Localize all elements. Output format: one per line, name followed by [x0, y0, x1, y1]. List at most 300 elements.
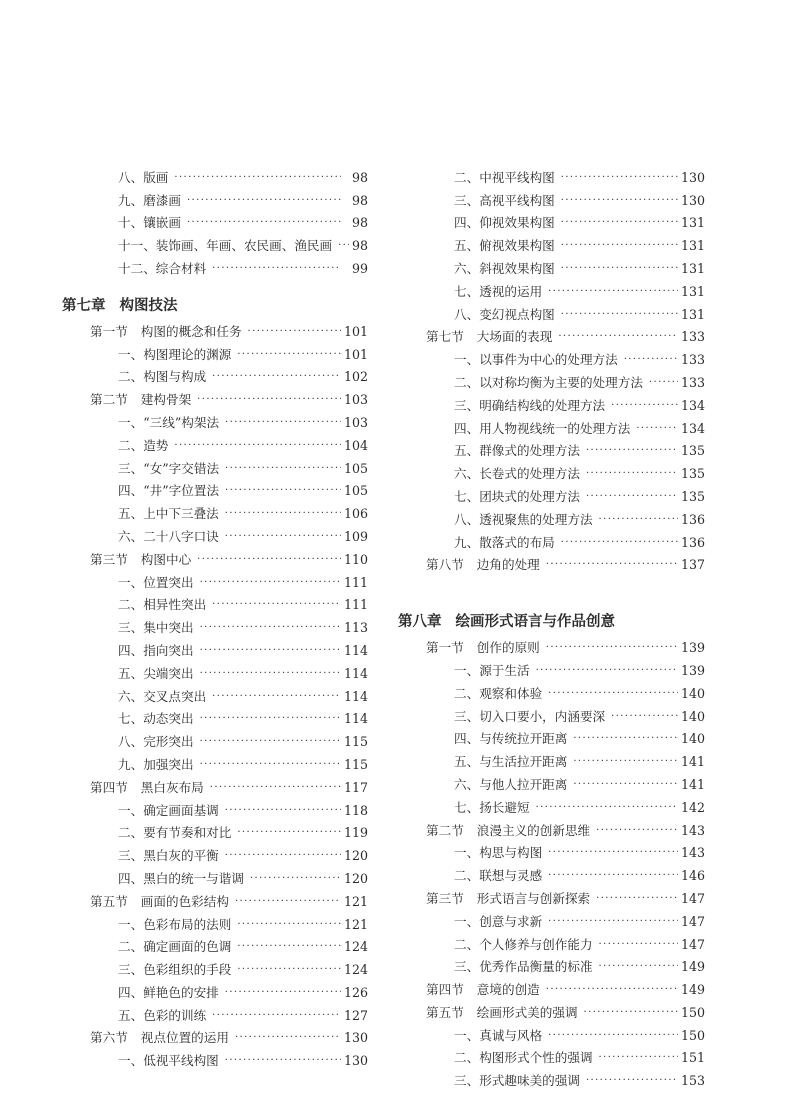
dot-leader	[250, 873, 341, 885]
toc-entry-page: 130	[680, 192, 705, 208]
toc-entry-page: 143	[680, 822, 705, 838]
toc-entry[interactable]	[398, 907, 705, 930]
dot-leader	[237, 919, 341, 931]
toc-entry-page: 131	[680, 306, 705, 322]
section-title: 创作的原则	[476, 640, 540, 656]
toc-entry-label: 二、观察和体验	[454, 685, 543, 701]
toc-entry[interactable]	[398, 254, 705, 277]
toc-entry[interactable]	[398, 1044, 705, 1067]
dot-leader	[573, 779, 678, 791]
section-title: 构图的概念和任务	[140, 323, 242, 339]
toc-entry-page: 130	[343, 1053, 368, 1069]
toc-entry-page: 146	[680, 868, 705, 884]
toc-entry-label: 三、优秀作品衡量的标准	[454, 959, 593, 975]
dot-leader	[200, 736, 341, 748]
toc-entry-page: 147	[680, 936, 705, 952]
section-number: 第八节	[426, 557, 464, 573]
toc-entry-page: 133	[680, 352, 705, 368]
section-entry[interactable]	[398, 975, 705, 998]
dot-leader	[599, 514, 678, 526]
toc-entry[interactable]	[62, 254, 368, 277]
toc-entry-page: 143	[680, 845, 705, 861]
section-number: 第四节	[426, 982, 464, 998]
toc-entry-page: 114	[343, 688, 368, 704]
chapter-number: 第八章	[398, 613, 442, 631]
toc-entry[interactable]	[62, 659, 368, 682]
toc-entry[interactable]	[398, 277, 705, 300]
toc-right-column	[398, 163, 705, 1089]
toc-entry[interactable]	[398, 482, 705, 505]
dot-leader	[200, 759, 341, 771]
toc-entry[interactable]	[398, 1066, 705, 1089]
spacer	[398, 573, 705, 593]
toc-entry-label: 二、确定画面的色调	[118, 939, 232, 955]
toc-entry-label: 五、群像式的处理方法	[454, 443, 580, 459]
toc-entry-label: 五、俯视效果构图	[454, 238, 555, 254]
toc-entry[interactable]	[398, 459, 705, 482]
toc-entry-page: 110	[343, 551, 368, 567]
toc-entry-page: 131	[680, 215, 705, 231]
toc-entry-label: 一、真诚与风格	[454, 1027, 543, 1043]
chapter-title: 构图技法	[119, 296, 178, 314]
section-number: 第二节	[426, 822, 464, 838]
toc-entry-page: 114	[343, 665, 368, 681]
toc-entry-label: 八、变幻视点构图	[454, 306, 555, 322]
toc-entry-label: 七、动态突出	[118, 711, 194, 727]
toc-entry[interactable]	[398, 793, 705, 816]
toc-entry[interactable]	[398, 163, 705, 186]
toc-entry-page: 133	[680, 329, 705, 345]
toc-entry[interactable]	[62, 705, 368, 728]
dot-leader	[212, 599, 341, 611]
toc-entry-page: 136	[680, 534, 705, 550]
toc-entry[interactable]	[62, 796, 368, 819]
dot-leader	[636, 423, 678, 435]
dot-leader	[561, 263, 678, 275]
toc-entry[interactable]	[398, 505, 705, 528]
dot-leader	[212, 263, 341, 275]
dot-leader	[235, 1032, 341, 1044]
dot-leader	[210, 782, 341, 794]
toc-entry[interactable]	[398, 391, 705, 414]
toc-entry-label: 九、散落式的布局	[454, 534, 555, 550]
toc-entry[interactable]	[62, 1046, 368, 1069]
toc-entry-label: 二、相异性突出	[118, 597, 207, 613]
toc-entry[interactable]	[62, 431, 368, 454]
toc-entry-label: 三、黑白灰的平衡	[118, 848, 219, 864]
toc-entry[interactable]	[62, 955, 368, 978]
dot-leader	[624, 354, 678, 366]
section-entry[interactable]	[398, 998, 705, 1021]
dot-leader	[584, 1007, 678, 1019]
chapter-title: 绘画形式语言与作品创意	[455, 613, 615, 631]
section-number: 第一节	[426, 640, 464, 656]
toc-entry[interactable]	[62, 363, 368, 386]
toc-entry-label: 一、色彩布局的法则	[118, 916, 232, 932]
toc-entry[interactable]	[398, 679, 705, 702]
toc-entry[interactable]	[62, 613, 368, 636]
toc-entry-page: 142	[680, 799, 705, 815]
dot-leader	[586, 491, 678, 503]
toc-entry-page: 121	[343, 916, 368, 932]
dot-leader	[200, 645, 341, 657]
toc-left-column	[62, 163, 368, 1069]
dot-leader	[536, 802, 678, 814]
dot-leader	[561, 537, 678, 549]
section-entry[interactable]	[398, 323, 705, 346]
toc-entry[interactable]	[62, 978, 368, 1001]
toc-entry[interactable]	[62, 682, 368, 705]
toc-entry-page: 130	[680, 169, 705, 185]
dot-leader	[561, 309, 678, 321]
toc-entry-page: 124	[343, 962, 368, 978]
toc-entry-page: 135	[680, 443, 705, 459]
toc-entry-label: 二、要有节奏和对比	[118, 825, 232, 841]
toc-entry-label: 二、构图与构成	[118, 369, 207, 385]
dot-leader	[599, 1052, 678, 1064]
toc-entry-label: 五、尖端突出	[118, 665, 194, 681]
dot-leader	[548, 286, 678, 298]
section-title: 边角的处理	[476, 557, 540, 573]
toc-entry-label: 一、低视平线构图	[118, 1053, 219, 1069]
toc-entry[interactable]	[398, 930, 705, 953]
section-title: 浪漫主义的创新思维	[476, 822, 591, 838]
dot-leader	[225, 987, 341, 999]
toc-entry-page: 149	[680, 959, 705, 975]
dot-leader	[225, 805, 341, 817]
toc-entry-page: 106	[343, 506, 368, 522]
dot-leader	[611, 400, 678, 412]
dot-leader	[546, 642, 678, 654]
toc-entry-page: 136	[680, 511, 705, 527]
toc-entry-page: 114	[343, 711, 368, 727]
dot-leader	[212, 1010, 341, 1022]
section-number: 第五节	[90, 893, 128, 909]
section-entry[interactable]	[62, 545, 368, 568]
toc-entry[interactable]	[62, 231, 368, 254]
toc-entry-label: 三、切入口要小，内涵要深	[454, 708, 606, 724]
toc-entry[interactable]	[62, 163, 368, 186]
toc-entry-page: 103	[343, 392, 368, 408]
dot-leader	[200, 577, 341, 589]
toc-entry[interactable]	[398, 953, 705, 976]
toc-entry[interactable]	[398, 770, 705, 793]
toc-entry-page: 119	[343, 825, 368, 841]
dot-leader	[235, 896, 341, 908]
toc-entry-page: 103	[343, 414, 368, 430]
toc-entry-label: 四、与传统拉开距离	[454, 731, 568, 747]
dot-leader	[200, 713, 341, 725]
toc-entry[interactable]	[62, 499, 368, 522]
toc-entry[interactable]	[62, 568, 368, 591]
toc-entry-page: 101	[343, 346, 368, 362]
toc-entry-page: 98	[351, 238, 368, 254]
dot-leader	[596, 893, 678, 905]
dot-leader	[561, 195, 678, 207]
toc-entry-label: 八、透视聚焦的处理方法	[454, 511, 593, 527]
toc-entry-page: 113	[343, 620, 368, 636]
toc-entry-label: 五、上中下三叠法	[118, 506, 219, 522]
toc-entry-page: 99	[351, 260, 368, 276]
toc-entry-page: 150	[680, 1004, 705, 1020]
toc-entry-label: 七、团块式的处理方法	[454, 488, 580, 504]
toc-entry[interactable]	[62, 591, 368, 614]
toc-entry[interactable]	[62, 933, 368, 956]
toc-entry[interactable]	[62, 819, 368, 842]
dot-leader	[212, 371, 341, 383]
toc-entry-page: 115	[343, 734, 368, 750]
dot-leader	[200, 622, 341, 634]
chapter-heading	[398, 603, 705, 631]
toc-entry-page: 135	[680, 466, 705, 482]
toc-entry[interactable]	[398, 231, 705, 254]
toc-entry-page: 139	[680, 640, 705, 656]
toc-entry-label: 一、位置突出	[118, 574, 194, 590]
toc-entry[interactable]	[398, 702, 705, 725]
dot-leader	[225, 531, 341, 543]
toc-entry[interactable]	[398, 1021, 705, 1044]
toc-entry-label: 三、集中突出	[118, 620, 194, 636]
dot-leader	[548, 916, 678, 928]
section-title: 黑白灰布局	[140, 779, 204, 795]
toc-entry-page: 131	[680, 238, 705, 254]
dot-leader	[174, 440, 341, 452]
dot-leader	[548, 688, 678, 700]
section-entry[interactable]	[62, 385, 368, 408]
toc-entry-label: 一、确定画面基调	[118, 802, 219, 818]
chapter-heading	[62, 287, 368, 315]
toc-entry-label: 六、斜视效果构图	[454, 260, 555, 276]
toc-entry[interactable]	[62, 209, 368, 232]
section-entry[interactable]	[398, 884, 705, 907]
section-title: 意境的创造	[476, 982, 540, 998]
dot-leader	[237, 349, 341, 361]
toc-entry-page: 139	[680, 662, 705, 678]
toc-entry-label: 二、联想与灵感	[454, 868, 543, 884]
section-title: 绘画形式美的强调	[476, 1004, 578, 1020]
toc-entry[interactable]	[398, 656, 705, 679]
dot-leader	[596, 825, 678, 837]
section-number: 第五节	[426, 1004, 464, 1020]
section-title: 画面的色彩结构	[140, 893, 229, 909]
toc-entry[interactable]	[398, 747, 705, 770]
dot-leader	[225, 850, 341, 862]
toc-entry-label: 六、与他人拉开距离	[454, 776, 568, 792]
toc-entry-page: 153	[680, 1073, 705, 1089]
toc-entry[interactable]	[62, 727, 368, 750]
section-entry[interactable]	[398, 551, 705, 574]
toc-entry-page: 140	[680, 708, 705, 724]
toc-entry-page: 140	[680, 685, 705, 701]
dot-leader	[649, 377, 678, 389]
toc-entry-label: 三、明确结构线的处理方法	[454, 397, 606, 413]
toc-entry[interactable]	[62, 186, 368, 209]
toc-entry-page: 131	[680, 283, 705, 299]
toc-entry[interactable]	[62, 340, 368, 363]
toc-entry-page: 115	[343, 756, 368, 772]
toc-entry-label: 四、黑白的统一与谐调	[118, 870, 244, 886]
toc-entry[interactable]	[62, 910, 368, 933]
dot-leader	[546, 984, 678, 996]
section-entry[interactable]	[62, 773, 368, 796]
toc-entry-label: 三、形式趣味美的强调	[454, 1073, 580, 1089]
dot-leader	[338, 240, 349, 252]
toc-entry-page: 124	[343, 939, 368, 955]
dot-leader	[586, 445, 678, 457]
toc-entry-page: 121	[343, 893, 368, 909]
toc-entry-label: 六、长卷式的处理方法	[454, 466, 580, 482]
toc-entry-label: 二、以对称均衡为主要的处理方法	[454, 374, 643, 390]
toc-entry-page: 127	[343, 1007, 368, 1023]
dot-leader	[611, 711, 678, 723]
dot-leader	[586, 468, 678, 480]
dot-leader	[237, 827, 341, 839]
toc-entry[interactable]	[62, 477, 368, 500]
toc-entry-page: 102	[343, 369, 368, 385]
toc-entry-label: 一、构思与构图	[454, 845, 543, 861]
dot-leader	[558, 331, 678, 343]
toc-entry-label: 六、二十八字口诀	[118, 528, 219, 544]
toc-entry-page: 98	[351, 215, 368, 231]
toc-entry-label: 十二、综合材料	[118, 260, 207, 276]
toc-entry-page: 133	[680, 374, 705, 390]
toc-entry-page: 109	[343, 528, 368, 544]
toc-entry-page: 120	[343, 870, 368, 886]
dot-leader	[546, 559, 678, 571]
toc-entry-label: 一、以事件为中心的处理方法	[454, 352, 618, 368]
toc-entry-page: 131	[680, 260, 705, 276]
toc-entry[interactable]	[398, 839, 705, 862]
toc-entry-label: 四、指向突出	[118, 642, 194, 658]
toc-entry-page: 147	[680, 890, 705, 906]
toc-entry-page: 141	[680, 776, 705, 792]
dot-leader	[536, 665, 678, 677]
section-number: 第四节	[90, 779, 128, 795]
toc-entry[interactable]	[62, 864, 368, 887]
toc-entry-page: 111	[343, 574, 368, 590]
toc-entry-page: 130	[343, 1030, 368, 1046]
toc-entry-page: 101	[343, 323, 368, 339]
toc-entry[interactable]	[398, 861, 705, 884]
section-number: 第一节	[90, 323, 128, 339]
toc-entry[interactable]	[62, 841, 368, 864]
toc-entry-label: 七、扬长避短	[454, 799, 530, 815]
dot-leader	[248, 326, 341, 338]
toc-entry-label: 一、创意与求新	[454, 913, 543, 929]
section-entry[interactable]	[398, 816, 705, 839]
toc-entry-label: 三、色彩组织的手段	[118, 962, 232, 978]
toc-entry-page: 134	[680, 420, 705, 436]
toc-entry-label: 四、仰视效果构图	[454, 215, 555, 231]
dot-leader	[599, 961, 678, 973]
section-title: 建构骨架	[140, 392, 192, 408]
section-entry[interactable]	[62, 887, 368, 910]
toc-entry[interactable]	[62, 750, 368, 773]
dot-leader	[561, 240, 678, 252]
toc-entry-label: 二、中视平线构图	[454, 169, 555, 185]
section-title: 视点位置的运用	[140, 1030, 229, 1046]
toc-entry[interactable]	[62, 454, 368, 477]
toc-entry-page: 137	[680, 557, 705, 573]
toc-entry-label: 九、磨漆画	[118, 192, 181, 208]
dot-leader	[225, 417, 341, 429]
section-entry[interactable]	[62, 1024, 368, 1047]
toc-entry[interactable]	[398, 209, 705, 232]
toc-entry[interactable]	[398, 528, 705, 551]
toc-entry-label: 一、构图理论的渊源	[118, 346, 232, 362]
toc-entry[interactable]	[62, 636, 368, 659]
toc-entry-label: 二、造势	[118, 437, 169, 453]
toc-entry-label: 五、色彩的训练	[118, 1007, 207, 1023]
toc-entry[interactable]	[62, 408, 368, 431]
section-entry[interactable]	[62, 317, 368, 340]
toc-entry-label: 六、交叉点突出	[118, 688, 207, 704]
dot-leader	[561, 172, 678, 184]
toc-entry[interactable]	[62, 1001, 368, 1024]
toc-entry-label: 二、个人修养与创作能力	[454, 936, 593, 952]
toc-entry-label: 四、鲜艳色的安排	[118, 984, 219, 1000]
toc-entry[interactable]	[398, 368, 705, 391]
toc-entry-page: 118	[343, 802, 368, 818]
toc-entry-label: 十、镶嵌画	[118, 215, 181, 231]
toc-entry-label: 四、用人物视线统一的处理方法	[454, 420, 631, 436]
toc-entry-label: 九、加强突出	[118, 756, 194, 772]
toc-entry-page: 147	[680, 913, 705, 929]
toc-entry[interactable]	[398, 345, 705, 368]
toc-entry-page: 111	[343, 597, 368, 613]
toc-entry-page: 104	[343, 437, 368, 453]
toc-entry-page: 140	[680, 731, 705, 747]
dot-leader	[561, 217, 678, 229]
section-number: 第六节	[90, 1030, 128, 1046]
section-number: 第三节	[426, 890, 464, 906]
toc-entry-page: 141	[680, 754, 705, 770]
section-number: 第七节	[426, 329, 464, 345]
section-number: 第三节	[90, 551, 128, 567]
dot-leader	[197, 394, 341, 406]
section-title: 大场面的表现	[476, 329, 553, 345]
section-number: 第二节	[90, 392, 128, 408]
chapter-number: 第七章	[62, 296, 106, 314]
dot-leader	[225, 1055, 341, 1067]
dot-leader	[225, 485, 341, 497]
toc-entry-page: 98	[351, 169, 368, 185]
toc-entry-page: 151	[680, 1050, 705, 1066]
section-title: 形式语言与创新探索	[476, 890, 591, 906]
toc-entry[interactable]	[398, 300, 705, 323]
dot-leader	[187, 195, 341, 207]
dot-leader	[573, 733, 678, 745]
dot-leader	[212, 691, 341, 703]
toc-entry-page: 126	[343, 984, 368, 1000]
toc-entry-label: 三、“女”字交错法	[118, 460, 220, 476]
toc-entry[interactable]	[398, 186, 705, 209]
dot-leader	[174, 172, 341, 184]
toc-entry-label: 五、与生活拉开距离	[454, 754, 568, 770]
toc-entry-label: 十一、装饰画、年画、农民画、渔民画	[118, 238, 333, 254]
toc-entry[interactable]	[62, 522, 368, 545]
toc-entry[interactable]	[398, 725, 705, 748]
toc-entry-label: 八、版画	[118, 169, 169, 185]
toc-entry-label: 一、“三线”构架法	[118, 414, 220, 430]
section-entry[interactable]	[398, 633, 705, 656]
toc-entry[interactable]	[398, 414, 705, 437]
dot-leader	[548, 870, 678, 882]
toc-entry[interactable]	[398, 437, 705, 460]
toc-entry-label: 一、源于生活	[454, 662, 530, 678]
dot-leader	[225, 508, 341, 520]
dot-leader	[599, 939, 678, 951]
